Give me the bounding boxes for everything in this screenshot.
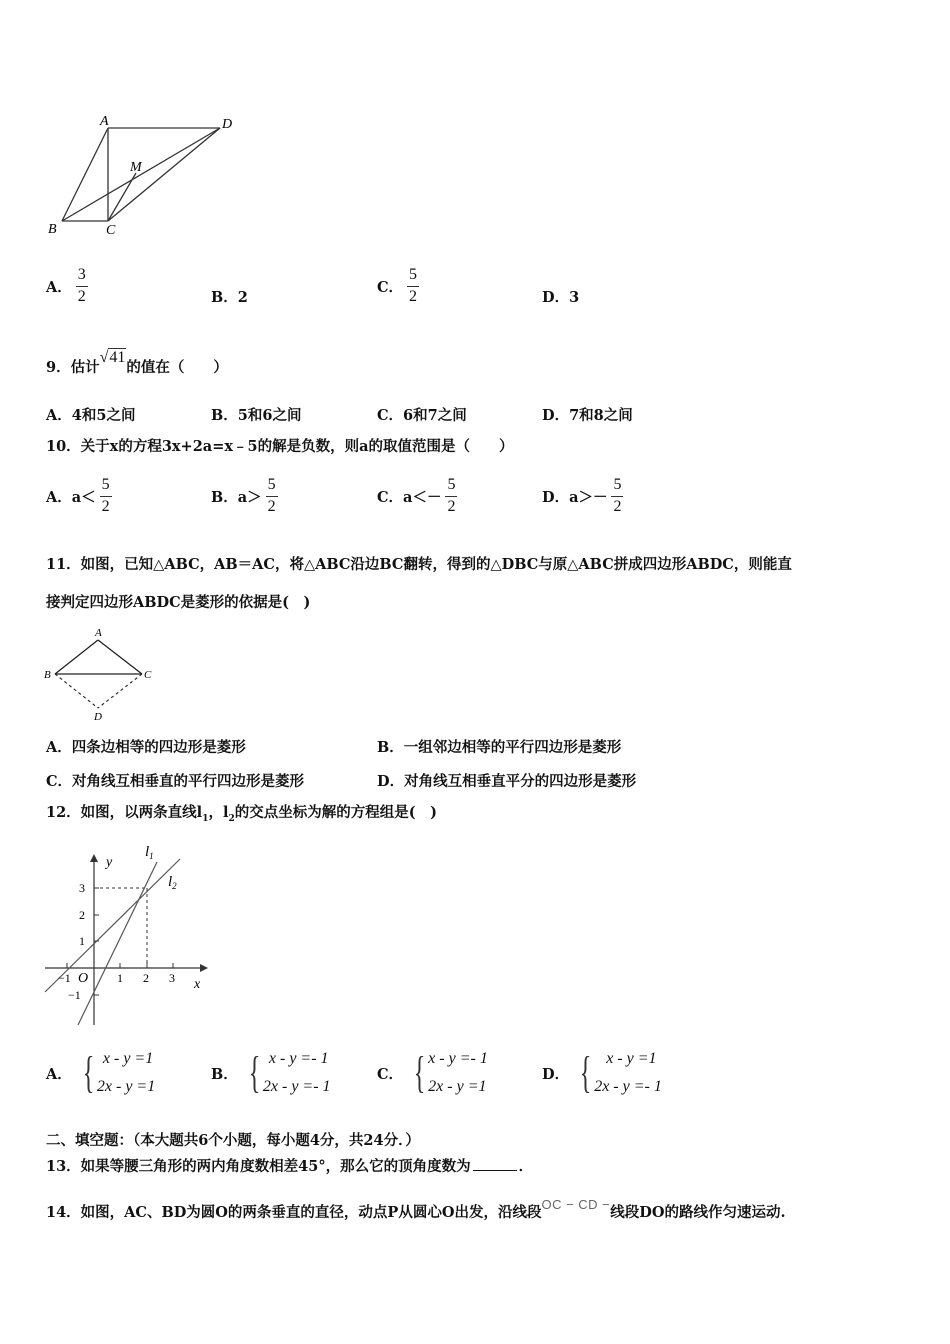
q11-stem-line2: 接判定四边形ABDC是菱形的依据是( )	[46, 594, 311, 611]
y-axis-label: y	[106, 855, 113, 870]
x-axis-label: x	[194, 977, 201, 992]
q12-option-d[interactable]: D． { x - y =1 2x - y =- 1	[542, 1044, 662, 1102]
q9-option-c[interactable]: C．6和7之间	[377, 407, 467, 424]
q11-figure	[40, 624, 170, 724]
q10-option-d[interactable]: D． a＞－ $\frac{5}{2}$	[542, 475, 622, 515]
q8-label-A: A	[100, 114, 109, 129]
q11-label-D: D	[94, 711, 102, 723]
q8-label-B: B	[48, 222, 57, 237]
y-tick-3: 3	[79, 881, 85, 895]
sqrt-expression: √41	[99, 349, 126, 366]
q9-option-d[interactable]: D．7和8之间	[542, 407, 633, 424]
q8-label-M: M	[130, 160, 142, 175]
q11-label-C: C	[144, 669, 152, 681]
y-tick-1: 1	[79, 934, 85, 948]
q9-stem: 9．估计√41的值在（ ）	[46, 349, 228, 376]
q9-option-a[interactable]: A．4和5之间	[46, 407, 136, 424]
q14-stem: 14．如图，AC、BD为圆O的两条垂直的直径，动点P从圆心O出发，沿线段OC − CD −线段DO的路线作匀速运动.	[46, 1197, 786, 1221]
q11-label-A: A	[95, 627, 102, 639]
fraction: $\frac{5}{2}$	[409, 265, 418, 305]
x-tick-neg1: −1	[58, 971, 71, 985]
q8-label-C: C	[106, 223, 116, 238]
q12-option-c[interactable]: C． { x - y =- 1 2x - y =1	[377, 1044, 488, 1102]
q10-option-a[interactable]: A． a＜ $\frac{5}{2}$	[46, 475, 110, 515]
q11-option-d[interactable]: D．对角线互相垂直平分的四边形是菱形	[377, 773, 637, 790]
q8-label-D: D	[222, 117, 233, 132]
y-tick-2: 2	[79, 908, 85, 922]
origin-label: O	[78, 971, 89, 986]
q11-stem-line1: 11．如图，已知△ABC，AB＝AC，将△ABC沿边BC翻转，得到的△DBC与原△ABC拼成四边形ABDC，则能直	[46, 556, 792, 573]
q13-stem: 13．如果等腰三角形的两内角度数相差45°，那么它的顶角度数为 ．	[46, 1158, 534, 1175]
q11-label-B: B	[44, 669, 51, 681]
answer-blank[interactable]	[473, 1170, 517, 1171]
q11-option-a[interactable]: A．四条边相等的四边形是菱形	[46, 739, 246, 756]
fraction: $\frac{5}{2}$	[447, 475, 456, 515]
equation-system: { x - y =1 2x - y =- 1	[579, 1048, 662, 1097]
q8-option-b[interactable]: B．2	[211, 289, 248, 306]
q11-option-b[interactable]: B．一组邻边相等的平行四边形是菱形	[377, 739, 622, 756]
y-tick-neg1: −1	[68, 988, 81, 1002]
q8-figure	[40, 105, 240, 245]
section-title: 二、填空题：（本大题共6个小题，每小题4分，共24分．）	[46, 1132, 420, 1149]
fraction: $\frac{3}{2}$	[77, 265, 86, 305]
x-tick-3: 3	[169, 971, 175, 985]
y-axis-arrow	[90, 854, 98, 862]
q12-graph	[40, 840, 220, 1030]
fraction: $\frac{5}{2}$	[613, 475, 622, 515]
equation-system: { x - y =- 1 2x - y =- 1	[248, 1048, 331, 1097]
line-l1	[78, 862, 157, 1025]
x-tick-1: 1	[117, 971, 123, 985]
q10-stem: 10．关于x的方程3x+2a=x﹣5的解是负数，则a的取值范围是（ ）	[46, 438, 514, 455]
x-axis-arrow	[200, 964, 208, 972]
x-tick-2: 2	[143, 971, 149, 985]
fraction: $\frac{5}{2}$	[101, 475, 110, 515]
fraction: $\frac{5}{2}$	[267, 475, 276, 515]
equation-system: { x - y =- 1 2x - y =1	[413, 1048, 488, 1097]
q9-option-b[interactable]: B．5和6之间	[211, 407, 302, 424]
q12-stem: 12．如图，以两条直线$l_1$，$l_2$的交点坐标为解的方程组是( )	[46, 804, 437, 824]
q10-option-c[interactable]: C． a＜－ $\frac{5}{2}$	[377, 475, 456, 515]
q12-option-a[interactable]: A． { x - y =1 2x - y =1	[46, 1044, 155, 1102]
l1-label: $l_1$	[145, 844, 154, 861]
q8-option-c[interactable]: C． $\frac{5}{2}$	[377, 265, 418, 305]
equation-system: { x - y =1 2x - y =1	[82, 1048, 156, 1097]
q8-option-d[interactable]: D．3	[542, 289, 580, 306]
q10-option-b[interactable]: B． a＞ $\frac{5}{2}$	[211, 475, 276, 515]
q8-option-a[interactable]: A． $\frac{3}{2}$	[46, 265, 86, 305]
l2-label: $l_2$	[168, 874, 177, 891]
q12-option-b[interactable]: B． { x - y =- 1 2x - y =- 1	[211, 1044, 331, 1102]
q11-option-c[interactable]: C．对角线互相垂直的平行四边形是菱形	[46, 773, 305, 790]
path-formula: OC − CD −	[541, 1197, 611, 1212]
